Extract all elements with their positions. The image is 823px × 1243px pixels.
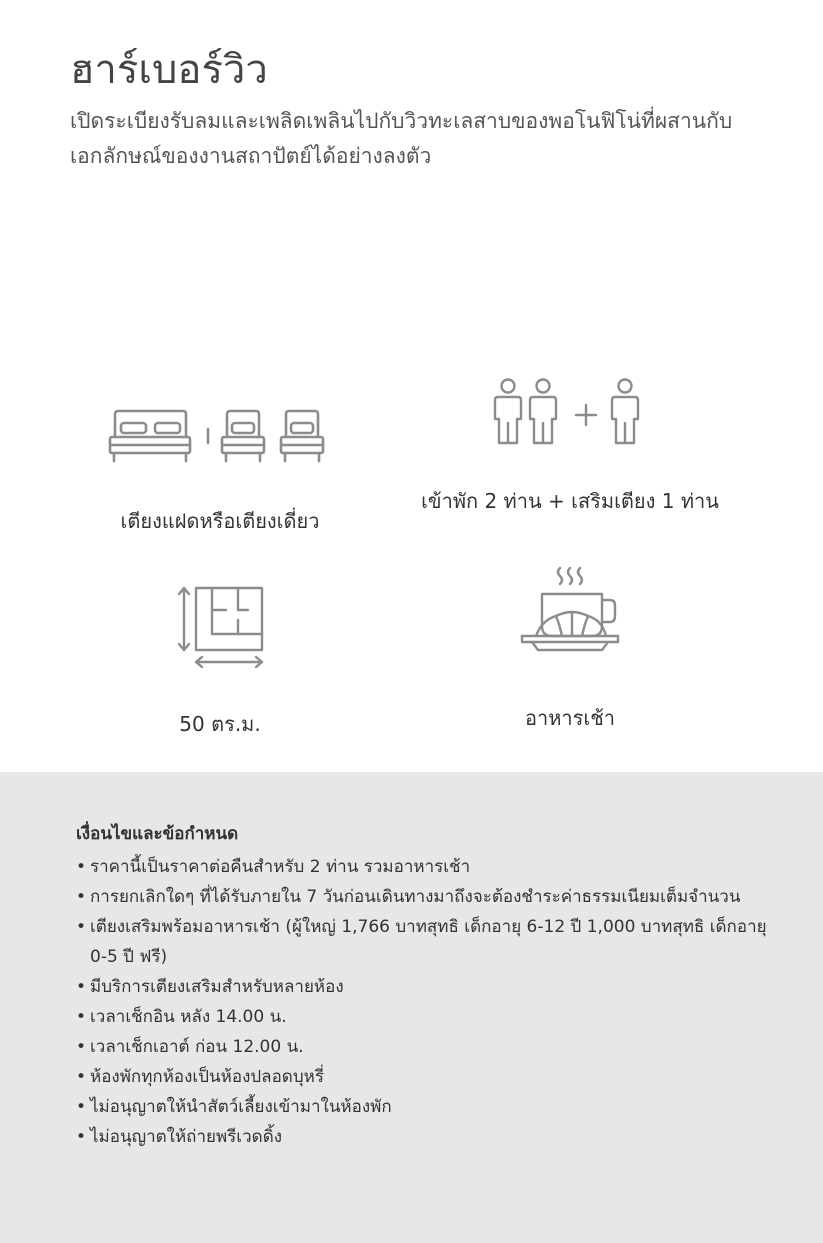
- room-title: ฮาร์เบอร์วิว: [70, 47, 268, 93]
- list-item: • ไม่อนุญาตให้ถ่ายพรีเวดดิ้ง: [76, 1122, 776, 1152]
- list-item: • มีบริการเตียงเสริมสำหรับหลายห้อง: [76, 972, 776, 1002]
- list-item: • ราคานี้เป็นราคาต่อคืนสำหรับ 2 ท่าน รวมอาหารเช้า: [76, 852, 776, 882]
- terms-list: [76, 852, 776, 1152]
- feature-label-breakfast: อาหารเช้า: [524, 706, 616, 730]
- room-header: [70, 44, 790, 174]
- terms-section: [0, 772, 823, 1243]
- list-item: • ห้องพักทุกห้องเป็นห้องปลอดบุหรี่: [76, 1062, 776, 1092]
- list-item: • เวลาเช็กอิน หลัง 14.00 น.: [76, 1002, 776, 1032]
- guests-icon: [490, 377, 650, 445]
- room-description: เปิดระเบียงรับลมและเพลิดเพลินไปกับวิวทะเลสาบของพอโนฟิโน่ที่ผสานกับเอกลักษณ์ของงานสถาปัตย์ได้อย่างลงตัว: [70, 109, 733, 168]
- room-size-icon: [174, 586, 266, 670]
- terms-title: เงื่อนไขและข้อกำหนด: [76, 824, 239, 844]
- feature-label-guests: เข้าพัก 2 ท่าน + เสริมเตียง 1 ท่าน: [421, 489, 719, 513]
- feature-bed-type: [30, 375, 410, 537]
- feature-room-size: [30, 580, 410, 740]
- bed-icon: [108, 409, 332, 465]
- breakfast-icon: [520, 566, 620, 660]
- feature-guests: [380, 355, 760, 517]
- list-item: • การยกเลิกใดๆ ที่ได้รับภายใน 7 วันก่อนเดินทางมาถึงจะต้องชำระค่าธรรมเนียมเต็มจำนวน: [76, 882, 776, 912]
- feature-label-bed: เตียงแฝดหรือเตียงเดี่ยว: [120, 509, 320, 533]
- list-item: • เวลาเช็กเอาต์ ก่อน 12.00 น.: [76, 1032, 776, 1062]
- feature-breakfast: [380, 570, 760, 734]
- list-item: • ไม่อนุญาตให้นำสัตว์เลี้ยงเข้ามาในห้องพัก: [76, 1092, 776, 1122]
- feature-label-size: 50 ตร.ม.: [179, 712, 261, 736]
- list-item: • เตียงเสริมพร้อมอาหารเช้า (ผู้ใหญ่ 1,766 บาทสุทธิ เด็กอายุ 6-12 ปี 1,000 บาทสุทธิ เด็กอายุ 0-5 ปี ฟรี): [76, 912, 776, 972]
